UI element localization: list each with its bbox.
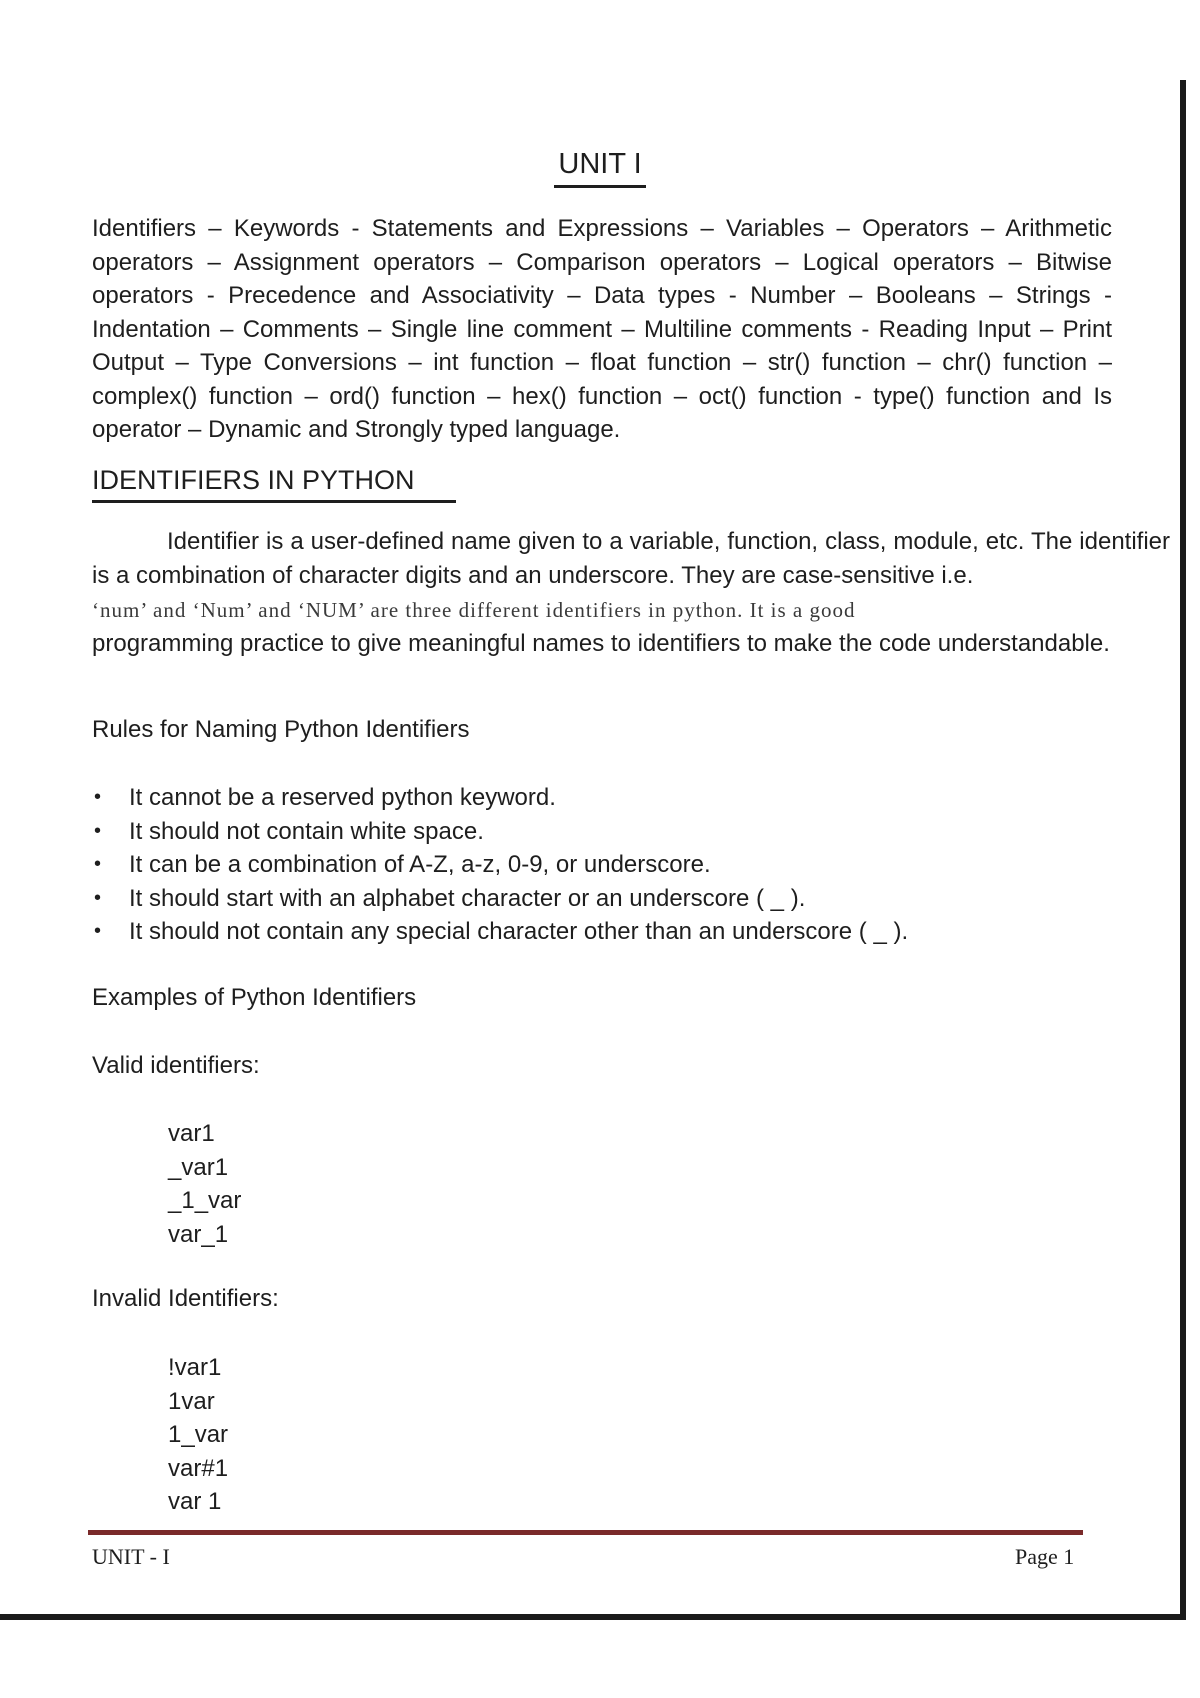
page-border-bottom <box>0 1614 1186 1620</box>
section-heading <box>92 465 456 503</box>
invalid-identifier: 1_var <box>168 1421 229 1448</box>
unit-title <box>0 148 1200 188</box>
examples-title: Examples of Python Identifiers <box>92 984 417 1011</box>
invalid-identifier: !var1 <box>168 1354 222 1381</box>
valid-identifier: var_1 <box>168 1220 229 1248</box>
list-item: • It should start with an alphabet character or an underscore ( _ ). <box>92 882 908 916</box>
invalid-identifiers-title: Invalid Identifiers: <box>92 1285 279 1312</box>
invalid-identifiers-list <box>168 1351 228 1519</box>
footer-unit-label: UNIT - I <box>92 1544 170 1569</box>
valid-identifier: var1 <box>168 1120 215 1147</box>
intro-text-part3: programming practice to give meaningful names to identifiers to make the code understandable. <box>92 630 1110 657</box>
intro-paragraph <box>92 525 1170 661</box>
valid-identifier: _var1 <box>168 1153 229 1181</box>
intro-text-part1: Identifier is a user-defined name given to a variable, function, class, module, etc. The identifier is a combination of character digits and an underscore. They are case-sensitive i.e. <box>92 528 1170 589</box>
list-item: • It cannot be a reserved python keyword. <box>92 781 908 815</box>
page-border-right <box>1180 80 1186 1620</box>
valid-identifiers-list <box>168 1117 241 1251</box>
footer-divider <box>88 1530 1083 1535</box>
valid-identifier: _1_var <box>168 1187 242 1214</box>
valid-identifiers-title: Valid identifiers: <box>92 1052 260 1079</box>
rules-list <box>92 781 908 949</box>
list-item: • It can be a combination of A-Z, a-z, 0-9, or underscore. <box>92 848 908 882</box>
unit-title-text: UNIT I <box>554 148 645 188</box>
syllabus-paragraph: Identifiers – Keywords - Statements and Expressions – Variables – Operators – Arithmetic operators – Assignment operators – Comparison operators – Logical operators – Bitwise operators - Precedence and Associativity – Data types - Number – Booleans – Strings - Indentation – Comments – Single line comment – Multiline comments - Reading Input – Print Output – Type Conversions – int function – float function – str() function – chr() function – complex() function – ord() function – hex() function – oct() function - type() function and Is operator – Dynamic and Strongly typed language. <box>92 215 1112 443</box>
intro-text-part2: ‘num’ and ‘Num’ and ‘NUM’ are three different identifiers in python. It is a good <box>92 598 856 622</box>
rules-title: Rules for Naming Python Identifiers <box>92 716 470 743</box>
section-heading-text: IDENTIFIERS IN PYTHON <box>92 465 456 503</box>
invalid-identifier: 1var <box>168 1387 215 1415</box>
footer-page-number: Page 1 <box>1015 1544 1075 1569</box>
invalid-identifier: var 1 <box>168 1488 222 1515</box>
list-item: • It should not contain any special character other than an underscore ( _ ). <box>92 915 908 949</box>
invalid-identifier: var#1 <box>168 1454 229 1482</box>
list-item: • It should not contain white space. <box>92 815 908 849</box>
